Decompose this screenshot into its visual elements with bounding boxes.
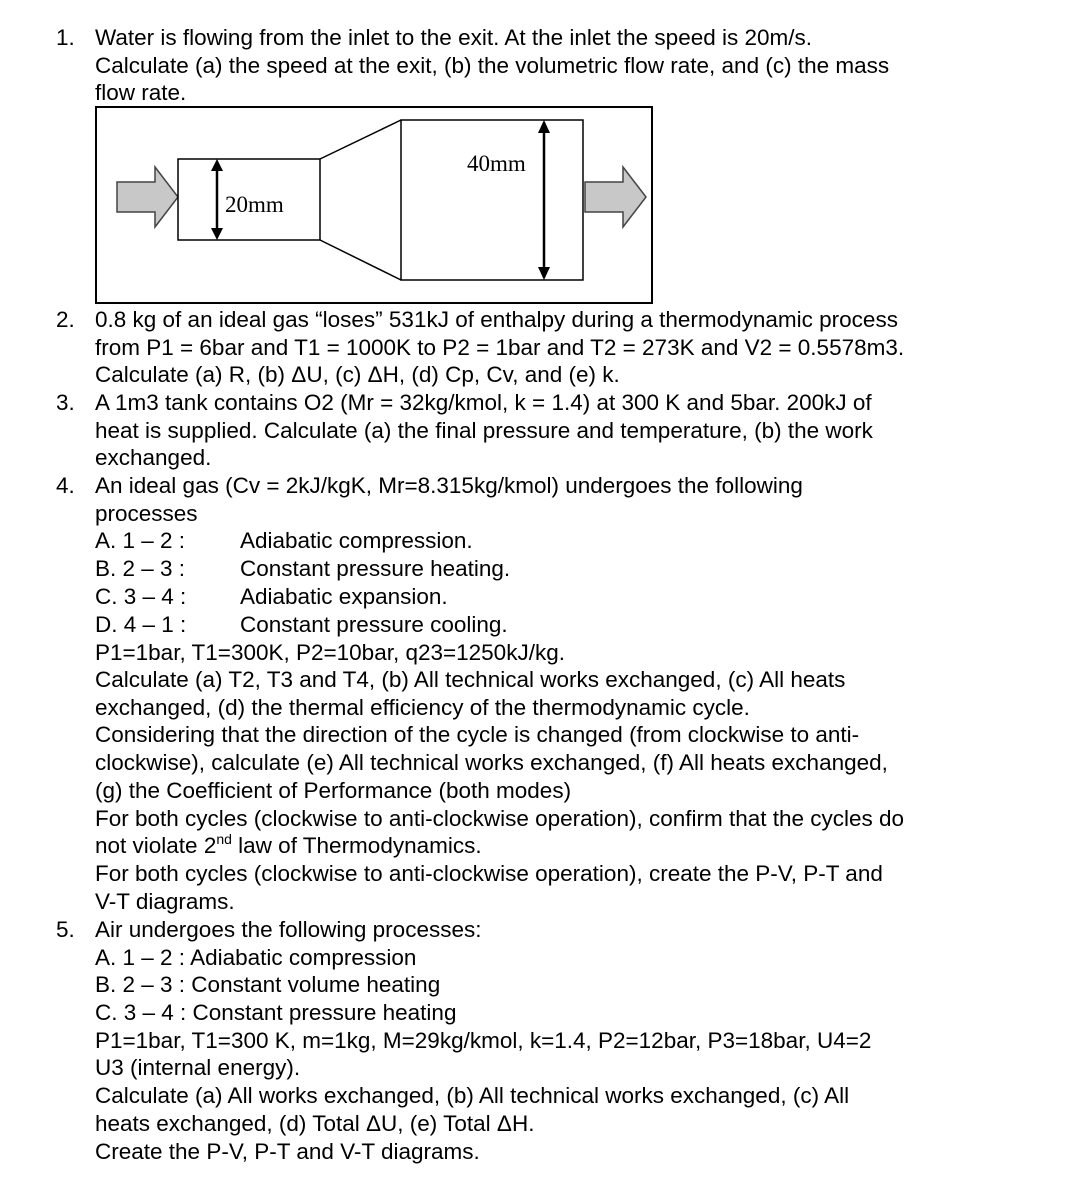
- problem-text-line: Water is flowing from the inlet to the exit. At the inlet the speed is 20m/s.: [95, 25, 813, 50]
- problem-text-line: B. 2 – 3 : Constant volume heating: [95, 972, 441, 997]
- problem-text-line: Calculate (a) All works exchanged, (b) All technical works exchanged, (c) All: [95, 1083, 850, 1108]
- problem-text-line: A. 1 – 2 : Adiabatic compression: [95, 945, 417, 970]
- diagram-frame: [96, 107, 652, 303]
- problem-text-line: flow rate.: [95, 80, 187, 105]
- diffuser-bottom-wall: [320, 240, 401, 280]
- problem-text-line: Air undergoes the following processes:: [95, 917, 482, 942]
- process-step-desc: Constant pressure cooling.: [240, 612, 508, 637]
- problem-number: 2.: [56, 307, 75, 332]
- problem-number: 4.: [56, 473, 75, 498]
- problem-text-line: A 1m3 tank contains O2 (Mr = 32kg/kmol, k = 1.4) at 300 K and 5bar. 200kJ of: [95, 390, 872, 415]
- dimension-arrowhead-icon: [538, 267, 550, 280]
- outlet-diameter-label: 40mm: [467, 151, 526, 176]
- problem-text-line: Calculate (a) R, (b) ΔU, (c) ΔH, (d) Cp, Cv, and (e) k.: [95, 362, 620, 387]
- problem-text-line: processes: [95, 501, 198, 526]
- problem-text-line-law: [95, 832, 482, 860]
- inlet-diameter-label: 20mm: [225, 192, 284, 217]
- problem-text-line: Create the P-V, P-T and V-T diagrams.: [95, 1139, 480, 1164]
- problem-number: 1.: [56, 25, 75, 50]
- inlet-flow-arrow-icon: [117, 167, 178, 227]
- problem-text-line: An ideal gas (Cv = 2kJ/kgK, Mr=8.315kg/kmol) undergoes the following: [95, 473, 803, 498]
- process-step-desc: Adiabatic expansion.: [240, 584, 448, 609]
- problem-text-line: Considering that the direction of the cycle is changed (from clockwise to anti-: [95, 722, 860, 747]
- nozzle-diagram: [95, 106, 653, 304]
- problem-text-line: exchanged, (d) the thermal efficiency of the thermodynamic cycle.: [95, 695, 750, 720]
- problem-number: 5.: [56, 917, 75, 942]
- problem-text-line: C. 3 – 4 : Constant pressure heating: [95, 1000, 457, 1025]
- law-text-post: law of Thermodynamics.: [231, 833, 482, 858]
- outlet-flow-arrow-icon: [585, 167, 646, 227]
- dimension-arrowhead-icon: [211, 159, 223, 171]
- law-text-pre: not violate 2: [95, 833, 217, 858]
- problem-text-line: P1=1bar, T1=300K, P2=10bar, q23=1250kJ/kg.: [95, 640, 565, 665]
- problem-text-line: Calculate (a) T2, T3 and T4, (b) All technical works exchanged, (c) All heats: [95, 667, 846, 692]
- problem-text-line: heats exchanged, (d) Total ΔU, (e) Total ΔH.: [95, 1111, 535, 1136]
- problem-text-line: For both cycles (clockwise to anti-clockwise operation), create the P-V, P-T and: [95, 861, 883, 886]
- problem-number: 3.: [56, 390, 75, 415]
- dimension-arrowhead-icon: [538, 120, 550, 133]
- outlet-pipe: [401, 120, 583, 280]
- dimension-arrowhead-icon: [211, 228, 223, 240]
- process-step-label: A. 1 – 2 :: [95, 528, 186, 553]
- ordinal-superscript: nd: [216, 831, 232, 847]
- process-step-desc: Constant pressure heating.: [240, 556, 511, 581]
- problem-text-line: 0.8 kg of an ideal gas “loses” 531kJ of enthalpy during a thermodynamic process: [95, 307, 898, 332]
- problem-text-line: (g) the Coefficient of Performance (both modes): [95, 778, 572, 803]
- problem-text-line: exchanged.: [95, 445, 212, 470]
- process-step-desc: Adiabatic compression.: [240, 528, 473, 553]
- problem-text-line: P1=1bar, T1=300 K, m=1kg, M=29kg/kmol, k=1.4, P2=12bar, P3=18bar, U4=2: [95, 1028, 872, 1053]
- problem-text-line: clockwise), calculate (e) All technical works exchanged, (f) All heats exchanged,: [95, 750, 888, 775]
- problem-text-line: Calculate (a) the speed at the exit, (b) the volumetric flow rate, and (c) the mass: [95, 53, 890, 78]
- problem-text-line: For both cycles (clockwise to anti-clockwise operation), confirm that the cycles do: [95, 806, 905, 831]
- process-step-label: B. 2 – 3 :: [95, 556, 186, 581]
- problem-text-line: V-T diagrams.: [95, 889, 235, 914]
- problem-text-line: from P1 = 6bar and T1 = 1000K to P2 = 1bar and T2 = 273K and V2 = 0.5578m3.: [95, 335, 905, 360]
- problem-text-line: U3 (internal energy).: [95, 1055, 301, 1080]
- diffuser-top-wall: [320, 120, 401, 159]
- problem-text-line: heat is supplied. Calculate (a) the final pressure and temperature, (b) the work: [95, 418, 873, 443]
- process-step-label: D. 4 – 1 :: [95, 612, 187, 637]
- process-step-label: C. 3 – 4 :: [95, 584, 187, 609]
